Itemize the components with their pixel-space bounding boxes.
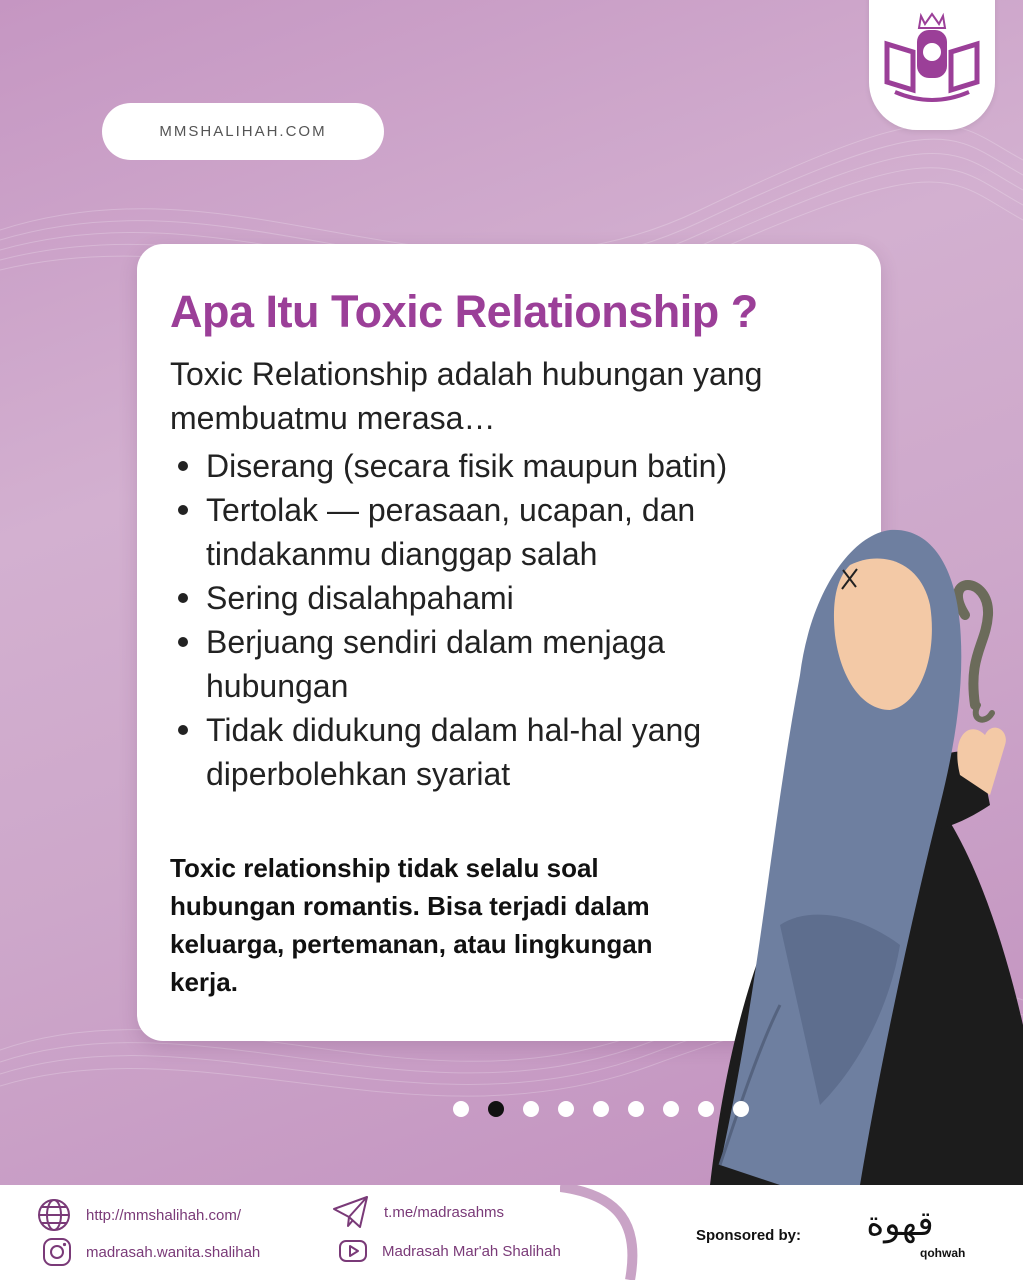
footer-instagram-link[interactable]: [42, 1237, 260, 1267]
sponsor-name: qohwah: [920, 1246, 966, 1260]
telegram-icon: [332, 1195, 370, 1229]
footer-youtube-link[interactable]: [338, 1239, 561, 1263]
hijab-woman-illustration: [560, 505, 1023, 1185]
list-item: Tertolak — perasaan, ucapan, dan tindakanmu dianggap salah: [170, 488, 770, 576]
footer-telegram-text: t.me/madrasahms: [384, 1203, 505, 1221]
sponsored-label: Sponsored by:: [696, 1227, 802, 1244]
carousel-dot[interactable]: [523, 1101, 539, 1117]
carousel-dot[interactable]: [733, 1101, 749, 1117]
carousel-dot[interactable]: [558, 1101, 574, 1117]
qohwah-arabic-text: قهوة: [866, 1204, 934, 1244]
globe-icon: [36, 1197, 72, 1233]
footer-youtube-text: Madrasah Mar'ah Shalihah: [382, 1242, 561, 1260]
carousel-dot[interactable]: [593, 1101, 609, 1117]
logo-tab[interactable]: [869, 0, 995, 130]
footer-telegram-link[interactable]: [332, 1195, 504, 1229]
carousel-dot[interactable]: [628, 1101, 644, 1117]
list-item: Berjuang sendiri dalam menjaga hubungan: [170, 620, 770, 708]
list-item: Sering disalahpahami: [170, 576, 770, 620]
footer-arc-decoration: [560, 1185, 680, 1280]
intro-text: Toxic Relationship adalah hubungan yang membuatmu merasa…: [170, 356, 763, 436]
note-text: Toxic relationship tidak selalu soal hubungan romantis. Bisa terjadi dalam keluarga, pertemanan, atau lingkungan kerja.: [170, 853, 653, 997]
list-item: Tidak didukung dalam hal-hal yang diperbolehkan syariat: [170, 708, 770, 796]
carousel-dot[interactable]: [453, 1101, 469, 1117]
footer-website-text: http://mmshalihah.com/: [86, 1206, 242, 1224]
instagram-icon: [42, 1237, 72, 1267]
carousel-indicator: [453, 1101, 749, 1117]
youtube-icon: [338, 1239, 368, 1263]
qohwah-logo-icon[interactable]: [840, 1199, 960, 1249]
carousel-dot[interactable]: [698, 1101, 714, 1117]
website-pill[interactable]: MMSHALIHAH.COM: [102, 103, 384, 160]
book-crown-logo-icon: [881, 8, 983, 108]
list-item: Diserang (secara fisik maupun batin): [170, 444, 770, 488]
page-title: Apa Itu Toxic Relationship ?: [170, 286, 758, 337]
footer-instagram-text: madrasah.wanita.shalihah: [86, 1243, 261, 1261]
carousel-dot[interactable]: [663, 1101, 679, 1117]
carousel-dot-active[interactable]: [488, 1101, 504, 1117]
footer: [0, 1185, 1023, 1280]
footer-website-link[interactable]: [36, 1197, 241, 1233]
